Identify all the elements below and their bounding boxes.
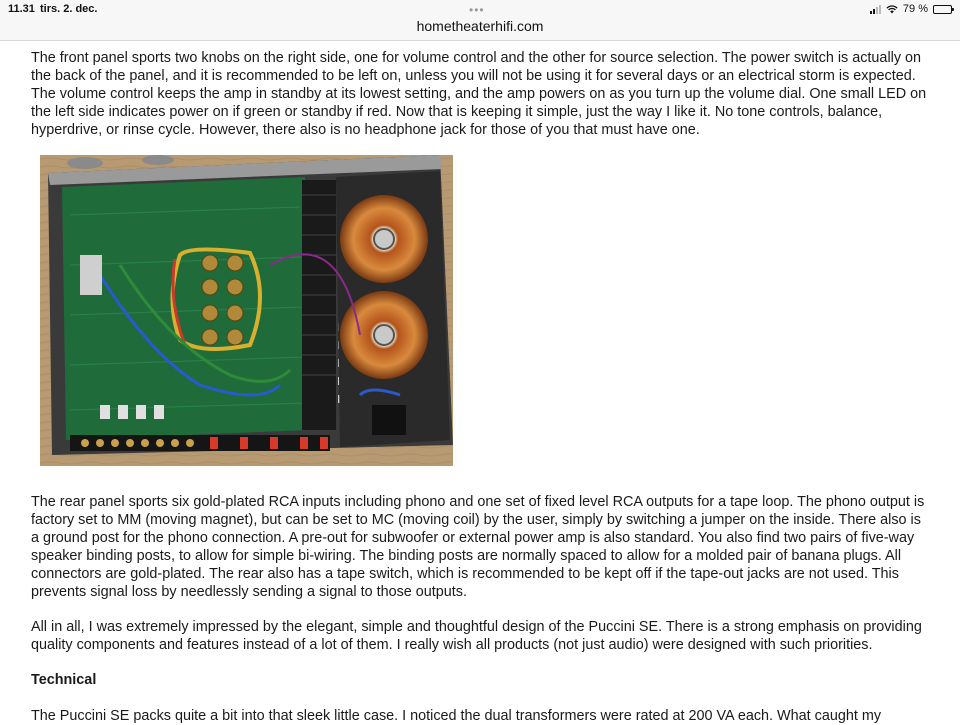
article-paragraph: The Puccini SE packs quite a bit into that sleek little case. I noticed the dual transformers were rated at 200 VA each. What caught my [31,708,882,724]
article-paragraph: The front panel sports two knobs on the right side, one for volume control and the other for source selection. The power switch is actually on the back of the panel, and it is recommended to be left on, unless you will not be using it for several days or an electrical storm is expected. The volume control keeps the amp in standby at its lowest setting, and the amp powers on as you turn up the volume dial. One small LED on the left side indicates power on if green or standby if red. Now that is keeping it simple, just the way I like it. No tone controls, balance, hyperdrive, or rinse cycle. However, there also is no headphone jack for those of you that must have one. [31,50,927,138]
section-heading: Technical [31,672,97,688]
address-bar-url[interactable]: hometheaterhifi.com [416,18,544,34]
article-paragraph: The rear panel sports six gold-plated RCA inputs including phono and one set of fixed level RCA outputs for a tape loop. The phono output is factory set to MM (moving magnet), but can be set to MC (moving coil) by the user, simply by switching a jumper on the inside. There also is a ground post for the phono connection. A pre-out for subwoofer or external power amp is also standard. You also find two pairs of five-way speaker binding posts, to allow for simple bi-wiring. The binding posts are normally spaced to allow for a molded pair of banana plugs. All connectors are gold-plated. The rear also has a tape switch, which is recommended to be kept off if the tape-out jacks are not used. This prevents signal loss by needlessly sending a signal to those outputs. [31,494,925,600]
status-date: tirs. 2. dec. [40,3,98,15]
article-paragraph: All in all, I was extremely impressed by the elegant, simple and thoughtful design of the Puccini SE. There is a strong emphasis on providing quality components and features instead of a lot of them. I really wish all products (not just audio) were designed with such priorities. [31,619,922,653]
cellular-signal-icon [870,5,881,14]
wifi-icon [886,5,898,14]
status-time: 11.31 [8,3,35,15]
amplifier-illustration [40,155,453,466]
battery-icon [933,5,952,14]
status-indicators [870,3,952,15]
amplifier-interior-photo [40,155,453,466]
status-bar [0,0,960,41]
multitasking-dots-icon[interactable]: ••• [469,3,485,17]
battery-percentage: 79 % [902,3,928,15]
